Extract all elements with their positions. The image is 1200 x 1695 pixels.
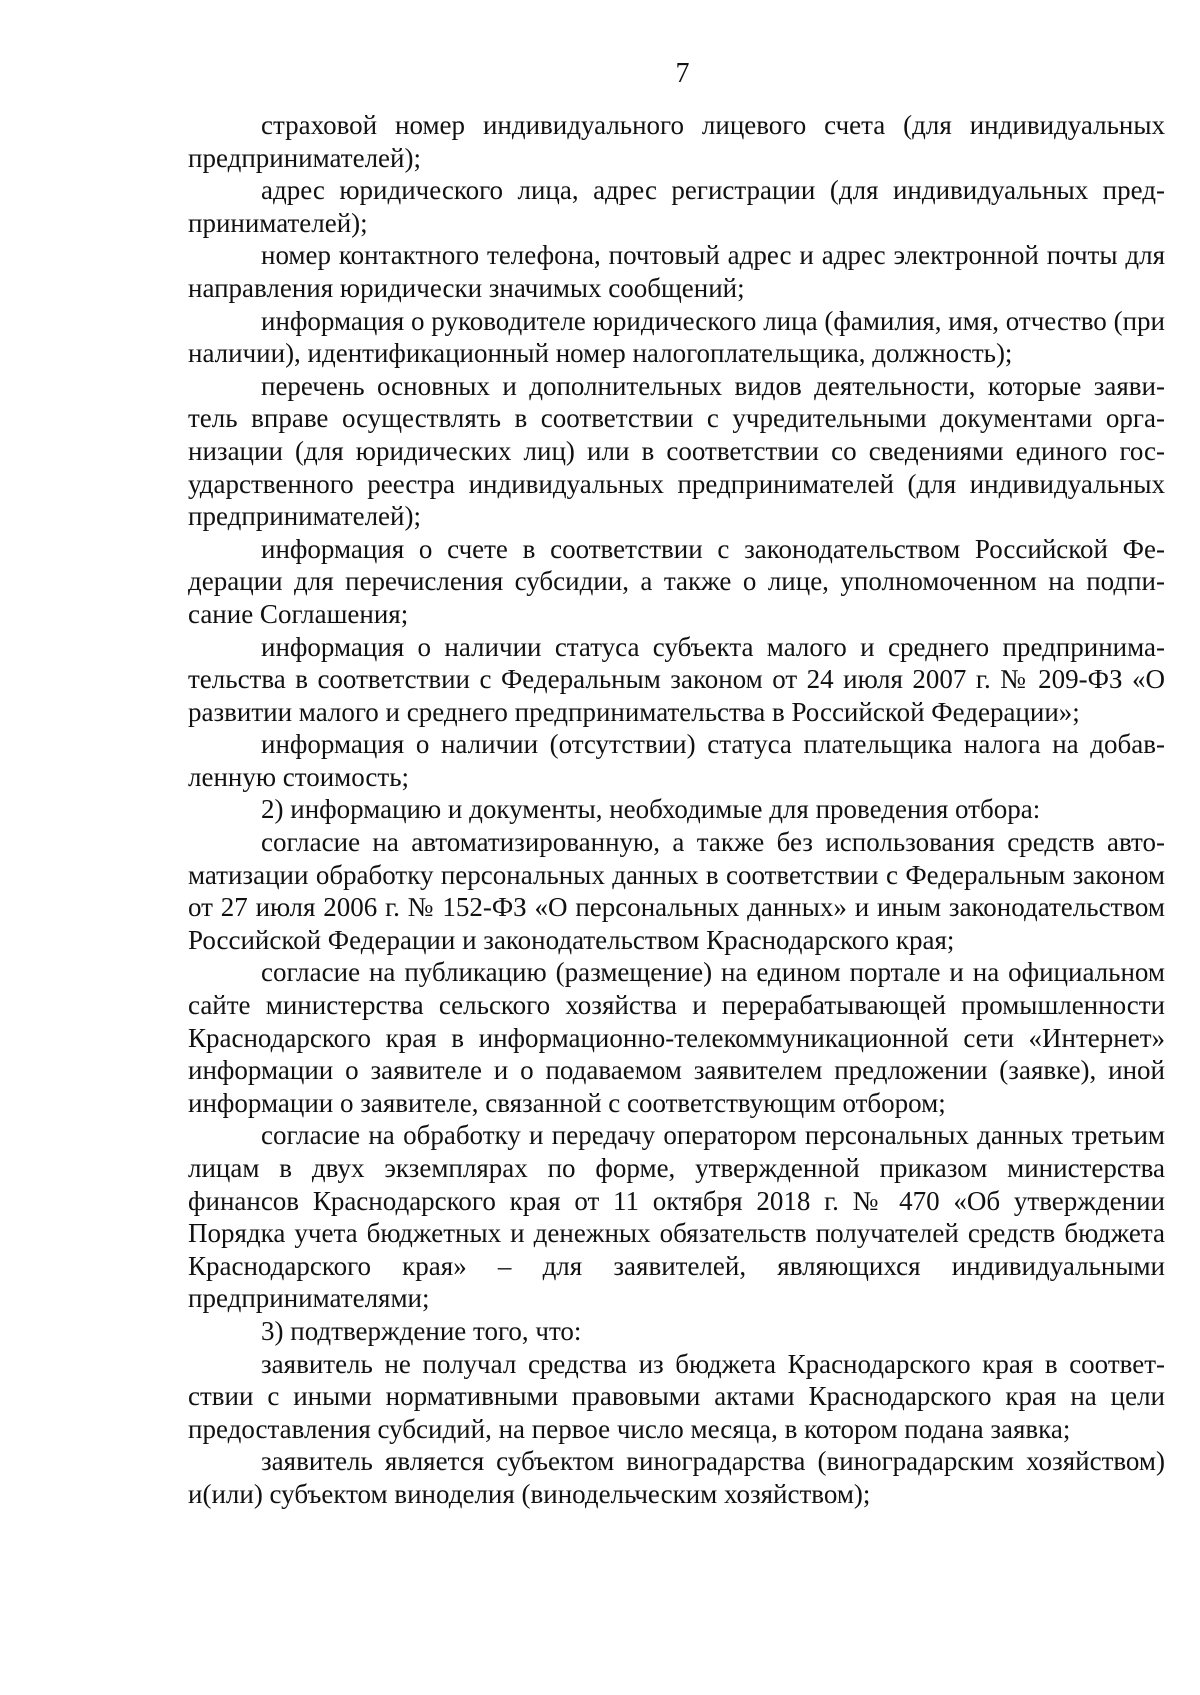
paragraph-section-2-heading: 2) информацию и документы, необходимые для проведения отбора: <box>261 794 1041 825</box>
paragraph-head-info: информация о руководителе юридического лица (фамилия, имя, отчество (при наличии), идентификационный номер налогоплательщика, должность); <box>188 305 1165 369</box>
paragraph-section-3-heading: 3) подтверждение того, что: <box>261 1315 582 1346</box>
paragraph-contact-info: номер контактного телефона, почтовый адрес и адрес электронной почты для направления юридически значимых сообщений; <box>188 240 1165 303</box>
paragraph-activity-list: перечень основных и дополнительных видов деятельности, которые заявитель вправе осуществлять в соответствии с учредительными документами организации (для юридических лиц) или в соответствии со сведениями единого государственного реестра индивидуальных предпринимателей (для индивидуальных предпринимателей); <box>188 370 1165 532</box>
paragraph-vat-status: информация о наличии (отсутствии) статуса плательщика налога на добавленную стоимость; <box>188 729 1165 792</box>
paragraph-legal-address: адрес юридического лица, адрес регистрации (для индивидуальных предпринимателей); <box>188 175 1165 238</box>
page-number: 7 <box>675 58 690 89</box>
paragraph-transfer-consent: согласие на обработку и передачу оператором персональных данных третьим лицам в двух экземплярах по форме, утвержденной приказом министерства финансов Краснодарского края от 11 октября 2018 г. № 470 «Об утверждении Порядка учета бюджетных и денежных обязательств получателей средств бюджета Краснодарского края» – для заявителей, являющихся индивидуальными предпринимателями; <box>188 1120 1165 1314</box>
paragraph-viticulture-subject: заявитель является субъектом виноградарства (виноградарским хозяйством) и(или) субъектом виноделия (винодельческим хозяйством); <box>188 1446 1165 1509</box>
paragraph-insurance-number: страховой номер индивидуального лицевого счета (для индивидуальных предпринимателей); <box>188 110 1165 173</box>
paragraph-no-funds-received: заявитель не получал средства из бюджета Краснодарского края в соответствии с иными нормативными правовыми актами Краснодарского края на цели предоставления субсидий, на первое число месяца, в котором подана заявка; <box>188 1348 1165 1444</box>
paragraph-publication-consent: согласие на публикацию (размещение) на едином портале и на официальном сайте министерства сельского хозяйства и перерабатывающей промышленности Краснодарского края в информационно-телекоммуникационной сети «Интернет» информации о заявителе и о подаваемом заявителем предложении (заявке), иной информации о заявителе, связанной с соответствующим отбором; <box>188 957 1165 1118</box>
paragraph-sme-status: информация о наличии статуса субъекта малого и среднего предпринимательства в соответствии с Федеральным законом от 24 июля 2007 г. № 209-ФЗ «О развитии малого и среднего предпринимательства в Российской Федерации»; <box>188 631 1165 727</box>
paragraph-account-info: информация о счете в соответствии с законодательством Российской Федерации для перечисления субсидии, а также о лице, уполномоченном на подписание Соглашения; <box>188 533 1165 629</box>
paragraph-data-processing-consent: согласие на автоматизированную, а также без использования средств автоматизации обработку персональных данных в соответствии с Федеральным законом от 27 июля 2006 г. № 152-ФЗ «О персональных данных» и иным законодательством Российской Федерации и законодательством Краснодарского края; <box>188 827 1165 955</box>
document-body <box>188 109 1165 1511</box>
